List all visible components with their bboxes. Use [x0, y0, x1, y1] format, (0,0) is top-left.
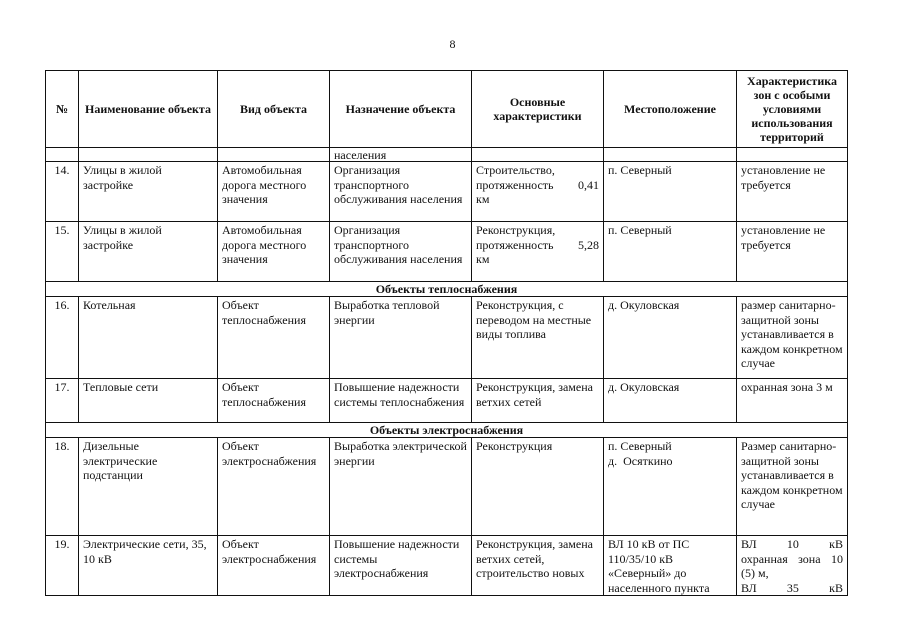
object-type: Объект электроснабжения — [218, 438, 330, 536]
zones-word: кВ — [829, 580, 843, 595]
cell-empty — [46, 148, 79, 162]
table-row — [46, 297, 848, 379]
object-name: Улицы в жилой застройке — [79, 222, 218, 282]
objects-table — [45, 70, 848, 596]
object-purpose: Организация транспортного обслуживания населения — [330, 222, 472, 282]
characteristics-value: 5,28 — [578, 237, 599, 252]
zones-word: зона — [798, 551, 821, 566]
zones-line — [741, 537, 843, 552]
object-name: Электрические сети, 35, 10 кВ — [79, 536, 218, 596]
zones-line — [741, 581, 843, 596]
object-location: ВЛ 10 кВ от ПС 110/35/10 кВ «Северный» до населенного пункта — [604, 536, 737, 596]
continuation-purpose: населения — [330, 148, 472, 162]
object-characteristics: Реконструкция — [472, 438, 604, 536]
zones-word: кВ — [829, 537, 843, 551]
object-location — [604, 438, 737, 536]
object-type: Автомобильная дорога местного значения — [218, 222, 330, 282]
object-location: д. Окуловская — [604, 297, 737, 379]
cell-empty — [79, 148, 218, 162]
header-purpose: Назначение объекта — [330, 71, 472, 148]
zones-word: ВЛ — [741, 580, 757, 595]
table-row — [46, 222, 848, 282]
object-zones: размер санитарно-защитной зоны устанавливается в каждом конкретном случае — [737, 297, 848, 379]
object-type: Объект теплоснабжения — [218, 379, 330, 423]
location-line: д. Осяткино — [608, 453, 673, 468]
characteristics-value: 0,41 — [578, 177, 599, 192]
object-zones: установление не требуется — [737, 222, 848, 282]
row-number: 18. — [46, 438, 79, 536]
characteristics-unit: км — [476, 192, 490, 206]
cell-empty — [472, 148, 604, 162]
object-name: Котельная — [79, 297, 218, 379]
zones-word: 35 — [786, 580, 799, 595]
object-type: Объект теплоснабжения — [218, 297, 330, 379]
object-zones: охранная зона 3 м — [737, 379, 848, 423]
object-characteristics: Реконструкция, замена ветхих сетей — [472, 379, 604, 423]
row-number: 14. — [46, 162, 79, 222]
characteristics-word: протяженность — [476, 237, 554, 252]
table-row — [46, 162, 848, 222]
row-number: 19. — [46, 536, 79, 596]
zones-line — [741, 552, 843, 567]
header-location: Местоположение — [604, 71, 737, 148]
characteristics-line — [476, 238, 599, 253]
object-zones — [737, 536, 848, 596]
object-purpose: Выработка электрической энергии — [330, 438, 472, 536]
object-purpose: Выработка тепловой энергии — [330, 297, 472, 379]
header-num: № — [46, 71, 79, 148]
object-characteristics: Реконструкция, с переводом на местные виды топлива — [472, 297, 604, 379]
object-location: п. Северный — [604, 222, 737, 282]
section-row — [46, 282, 848, 297]
object-location: п. Северный — [604, 162, 737, 222]
header-zones: Характеристика зон с особыми условиями использования территорий — [737, 71, 848, 148]
characteristics-line: Строительство, — [476, 163, 555, 177]
zones-word: охранная — [741, 551, 788, 566]
object-purpose: Повышение надежности системы электроснабжения — [330, 536, 472, 596]
object-characteristics — [472, 222, 604, 282]
characteristics-word: протяженность — [476, 177, 554, 192]
characteristics-line: Реконструкция, — [476, 223, 556, 237]
header-characteristics: Основные характеристики — [472, 71, 604, 148]
zones-word: 10 — [830, 551, 843, 566]
zones-line: (5) м, — [741, 566, 769, 580]
cell-empty — [737, 148, 848, 162]
characteristics-unit: км — [476, 252, 490, 266]
continuation-row — [46, 148, 848, 162]
table-row — [46, 379, 848, 423]
object-type: Объект электроснабжения — [218, 536, 330, 596]
page-number: 8 — [449, 37, 456, 51]
zones-word: ВЛ — [741, 537, 757, 551]
object-characteristics — [472, 162, 604, 222]
cell-empty — [218, 148, 330, 162]
object-purpose: Повышение надежности системы теплоснабжения — [330, 379, 472, 423]
object-location: д. Окуловская — [604, 379, 737, 423]
section-power-title: Объекты электроснабжения — [46, 423, 848, 438]
table-row — [46, 438, 848, 536]
row-number: 15. — [46, 222, 79, 282]
object-name: Улицы в жилой застройке — [79, 162, 218, 222]
row-number: 17. — [46, 379, 79, 423]
header-type: Вид объекта — [218, 71, 330, 148]
object-zones: установление не требуется — [737, 162, 848, 222]
object-zones: Размер санитарно-защитной зоны устанавливается в каждом конкретном случае — [737, 438, 848, 536]
cell-empty — [604, 148, 737, 162]
object-characteristics: Реконструкция, замена ветхих сетей, строительство новых — [472, 536, 604, 596]
location-line: п. Северный — [608, 439, 672, 453]
section-row — [46, 423, 848, 438]
header-name: Наименование объекта — [79, 71, 218, 148]
object-name: Дизельные электрические подстанции — [79, 438, 218, 536]
table-row — [46, 536, 848, 596]
object-name: Тепловые сети — [79, 379, 218, 423]
zones-word: 10 — [786, 537, 799, 551]
row-number: 16. — [46, 297, 79, 379]
table-header-row — [46, 71, 848, 148]
characteristics-line — [476, 178, 599, 193]
section-heat-title: Объекты теплоснабжения — [46, 282, 848, 297]
object-purpose: Организация транспортного обслуживания населения — [330, 162, 472, 222]
object-type: Автомобильная дорога местного значения — [218, 162, 330, 222]
